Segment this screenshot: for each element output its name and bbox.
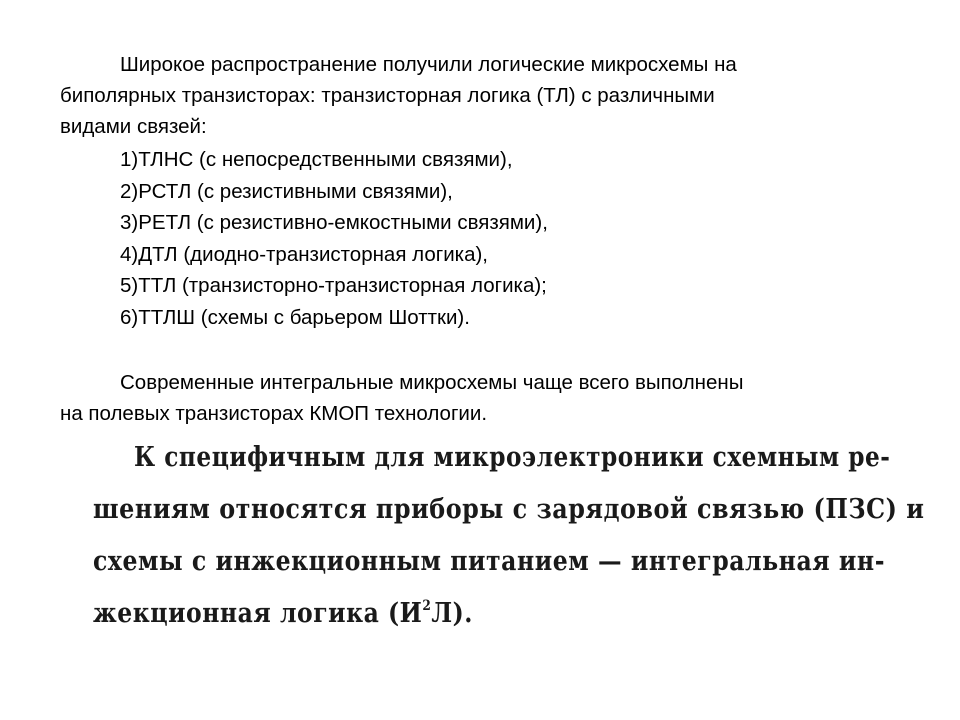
scan-line-4-end: Л). [431, 598, 474, 629]
intro-line-1: Широкое распространение получили логические микросхемы на [120, 53, 737, 76]
scan-line-4-text: жекционная логика (И [93, 598, 423, 629]
logic-types-list [120, 144, 548, 333]
list-item-ttlsh: 6)ТТЛШ (схемы с барьером Шоттки). [120, 305, 470, 329]
scan-line-1: К специфичным для микроэлектроники схемным ре- [134, 442, 891, 473]
list-item-tlns: 1)ТЛНС (с непосредственными связями), [120, 148, 513, 171]
scan-line-2: шениям относятся приборы с зарядовой связью (ПЗС) и [93, 494, 925, 525]
list-item-ttl: 5)ТТЛ (транзисторно-транзисторная логика); [120, 274, 547, 297]
scan-superscript: 2 [422, 598, 432, 614]
modern-line-1: Современные интегральные микросхемы чаще всего выполнены [120, 371, 744, 394]
scan-line-4 [93, 598, 473, 629]
intro-line-2: биполярных транзисторах: транзисторная логика (ТЛ) с различными [60, 84, 715, 107]
intro-line-3: видами связей: [60, 115, 207, 138]
modern-paragraph [60, 367, 930, 429]
modern-line-2: на полевых транзисторах КМОП технологии. [60, 402, 488, 425]
list-item-rstl: 2)РСТЛ (с резистивными связями), [120, 179, 453, 203]
list-item-dtl: 4)ДТЛ (диодно-транзисторная логика), [120, 242, 488, 266]
list-item-retl: 3)РЕТЛ (с резистивно-емкостными связями), [120, 211, 548, 234]
scanned-excerpt-image [88, 432, 925, 652]
scan-line-3: схемы с инжекционным питанием — интегральная ин- [93, 546, 886, 577]
intro-paragraph [60, 49, 930, 142]
